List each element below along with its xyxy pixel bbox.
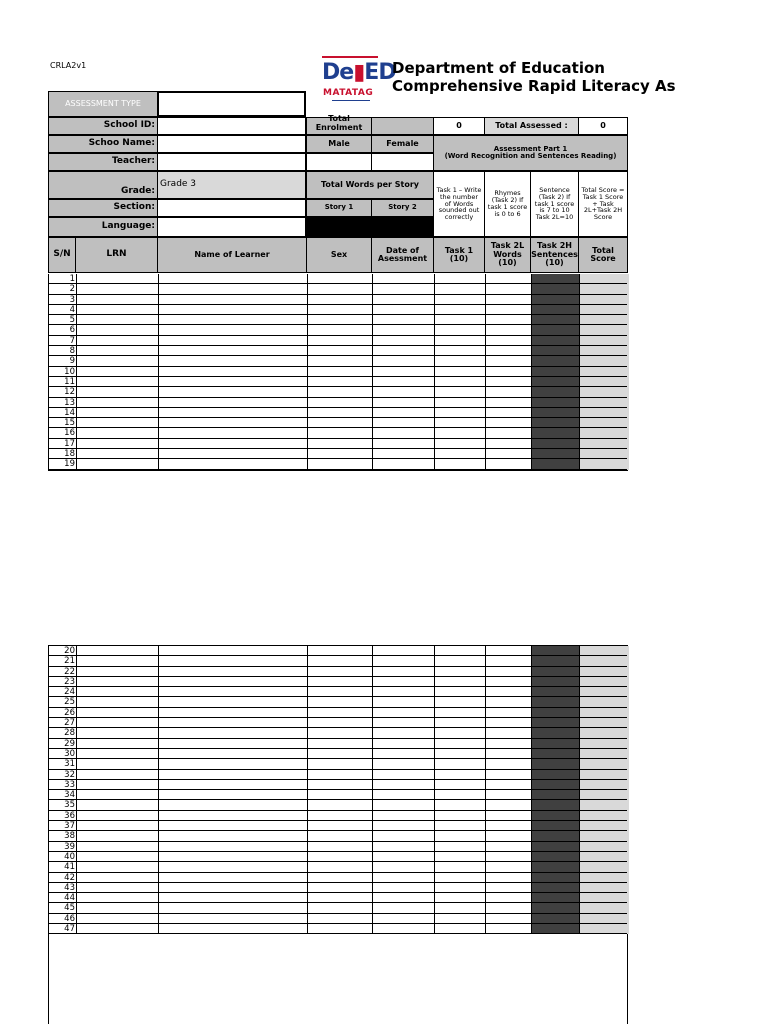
row-number: 1 bbox=[69, 274, 75, 284]
logo-underline bbox=[332, 100, 370, 101]
total-enrolment-label bbox=[306, 114, 372, 135]
table-row bbox=[49, 677, 627, 687]
row-number: 44 bbox=[64, 893, 75, 904]
row-number: 6 bbox=[69, 325, 75, 336]
row-number: 8 bbox=[69, 346, 75, 357]
row-divider bbox=[49, 933, 627, 934]
language-label: Language: bbox=[48, 217, 158, 237]
learner-table-block-1 bbox=[48, 274, 628, 471]
table-row bbox=[49, 708, 627, 718]
table-row bbox=[49, 459, 627, 469]
female-label: Female bbox=[371, 135, 434, 153]
title-line-1: Department of Education bbox=[392, 59, 605, 77]
task1-note: Task 1 – Write the number of Words sounded out correctly bbox=[433, 171, 485, 237]
section-field[interactable] bbox=[157, 199, 306, 217]
table-row bbox=[49, 852, 627, 862]
part-title-line-2: (Word Recognition and Sentences Reading) bbox=[444, 152, 617, 160]
logo-wordmark bbox=[322, 60, 396, 85]
table-row bbox=[49, 780, 627, 790]
col-task2h: Task 2H Sentences (10) bbox=[530, 237, 579, 273]
row-number: 34 bbox=[64, 790, 75, 801]
table-row bbox=[49, 336, 627, 346]
deped-logo bbox=[322, 56, 396, 106]
form-code: CRLA2v1 bbox=[50, 61, 87, 70]
teacher-label: Teacher: bbox=[48, 153, 158, 171]
title-line-2: Comprehensive Rapid Literacy As bbox=[392, 77, 676, 95]
table-row bbox=[49, 367, 627, 377]
table-row bbox=[49, 377, 627, 387]
row-number: 16 bbox=[64, 428, 75, 439]
row-number: 2 bbox=[69, 284, 75, 295]
row-number: 12 bbox=[64, 387, 75, 398]
table-row bbox=[49, 924, 627, 934]
female-count bbox=[371, 153, 434, 171]
row-number: 45 bbox=[64, 903, 75, 914]
logo-ed-text: ED bbox=[364, 60, 396, 85]
table-row bbox=[49, 428, 627, 438]
row-number: 38 bbox=[64, 831, 75, 842]
col-lrn: LRN bbox=[75, 237, 158, 273]
logo-top-bar bbox=[322, 56, 378, 58]
col-task1: Task 1 (10) bbox=[433, 237, 485, 273]
table-row bbox=[49, 718, 627, 728]
row-number: 11 bbox=[64, 376, 75, 387]
table-row bbox=[49, 284, 627, 294]
row-number: 26 bbox=[64, 707, 75, 718]
row-divider bbox=[49, 469, 627, 470]
total-score-note: Total Score = Task 1 Score + Task 2L+Task 2H Score bbox=[578, 171, 628, 237]
male-label: Male bbox=[306, 135, 372, 153]
row-number: 41 bbox=[64, 862, 75, 873]
table-row bbox=[49, 821, 627, 831]
table-row bbox=[49, 903, 627, 913]
table-row bbox=[49, 439, 627, 449]
table-row bbox=[49, 687, 627, 697]
rhymes-note: Rhymes (Task 2) If task 1 score is 0 to 6 bbox=[484, 171, 531, 237]
row-number: 24 bbox=[64, 687, 75, 698]
table-row bbox=[49, 418, 627, 428]
school-name-field[interactable] bbox=[157, 135, 306, 153]
total-assessed-label: Total Assessed : bbox=[484, 117, 579, 135]
row-number: 23 bbox=[64, 676, 75, 687]
table-row bbox=[49, 295, 627, 305]
male-count bbox=[306, 153, 372, 171]
table-row bbox=[49, 656, 627, 666]
story-words-blackout bbox=[306, 217, 434, 237]
table-row bbox=[49, 408, 627, 418]
col-sex: Sex bbox=[306, 237, 372, 273]
row-number: 15 bbox=[64, 418, 75, 429]
col-task2l: Task 2L Words (10) bbox=[484, 237, 531, 273]
table-row bbox=[49, 274, 627, 284]
table-row bbox=[49, 811, 627, 821]
table-row bbox=[49, 914, 627, 924]
table-row bbox=[49, 667, 627, 677]
row-number: 32 bbox=[64, 769, 75, 780]
logo-torch-icon: ▮ bbox=[353, 60, 365, 85]
assessment-type-label: ASSESSMENT TYPE bbox=[48, 91, 158, 117]
table-row bbox=[49, 800, 627, 810]
table-row bbox=[49, 873, 627, 883]
row-number: 28 bbox=[64, 728, 75, 739]
row-number: 20 bbox=[64, 646, 75, 656]
row-number: 3 bbox=[69, 294, 75, 305]
row-number: 18 bbox=[64, 449, 75, 460]
row-number: 37 bbox=[64, 821, 75, 832]
enrolment-label: Enrolment bbox=[315, 122, 363, 132]
table-row bbox=[49, 893, 627, 903]
table-row bbox=[49, 739, 627, 749]
enrolment-value bbox=[371, 117, 434, 135]
table-row bbox=[49, 759, 627, 769]
row-number: 19 bbox=[64, 459, 75, 470]
sentence-note: Sentence (Task 2) If task 1 score is 7 to 10 Task 2L=10 bbox=[530, 171, 579, 237]
page-title bbox=[392, 59, 676, 95]
row-number: 10 bbox=[64, 366, 75, 377]
row-number: 13 bbox=[64, 397, 75, 408]
row-number: 25 bbox=[64, 697, 75, 708]
col-name: Name of Learner bbox=[157, 237, 307, 273]
row-number: 17 bbox=[64, 438, 75, 449]
school-id-field[interactable] bbox=[157, 117, 306, 135]
col-total: Total Score bbox=[578, 237, 628, 273]
col-sn: S/N bbox=[48, 237, 76, 273]
row-number: 29 bbox=[64, 738, 75, 749]
table-row bbox=[49, 305, 627, 315]
row-number: 4 bbox=[69, 304, 75, 315]
section-label: Section: bbox=[48, 199, 158, 217]
logo-matatag: MATATAG bbox=[323, 88, 374, 98]
table-row bbox=[49, 790, 627, 800]
table-row bbox=[49, 862, 627, 872]
story2-label: Story 2 bbox=[371, 199, 434, 217]
school-id-label: School ID: bbox=[48, 117, 158, 135]
table-row bbox=[49, 398, 627, 408]
story1-label: Story 1 bbox=[306, 199, 372, 217]
assessment-type-field[interactable] bbox=[157, 91, 306, 117]
row-number: 22 bbox=[64, 666, 75, 677]
table-row bbox=[49, 646, 627, 656]
table-row bbox=[49, 356, 627, 366]
row-number: 5 bbox=[69, 315, 75, 326]
row-number: 39 bbox=[64, 841, 75, 852]
row-number: 33 bbox=[64, 779, 75, 790]
logo-dep-text: De bbox=[322, 60, 354, 85]
table-row bbox=[49, 728, 627, 738]
table-row bbox=[49, 842, 627, 852]
row-number: 30 bbox=[64, 748, 75, 759]
language-field[interactable] bbox=[157, 217, 306, 237]
total-enrolment-count: 0 bbox=[433, 117, 485, 135]
grade-label: Grade: bbox=[48, 171, 158, 199]
row-number: 47 bbox=[64, 924, 75, 935]
table-row bbox=[49, 749, 627, 759]
row-number: 7 bbox=[69, 335, 75, 346]
row-number: 42 bbox=[64, 872, 75, 883]
total-words-label: Total Words per Story bbox=[306, 171, 434, 199]
table-row bbox=[49, 770, 627, 780]
row-number: 46 bbox=[64, 913, 75, 924]
grade-field[interactable]: Grade 3 bbox=[157, 171, 306, 199]
table-row bbox=[49, 315, 627, 325]
row-number: 9 bbox=[69, 356, 75, 367]
row-number: 27 bbox=[64, 718, 75, 729]
learner-table-block-2 bbox=[48, 645, 628, 1024]
school-name-label: Schoo Name: bbox=[48, 135, 158, 153]
table-row bbox=[49, 346, 627, 356]
row-number: 21 bbox=[64, 656, 75, 667]
row-number: 43 bbox=[64, 882, 75, 893]
row-number: 40 bbox=[64, 851, 75, 862]
part-title-line-1: Assessment Part 1 bbox=[493, 144, 568, 153]
table-row bbox=[49, 449, 627, 459]
table-row bbox=[49, 387, 627, 397]
col-date: Date of Asessment bbox=[371, 237, 434, 273]
row-number: 36 bbox=[64, 810, 75, 821]
table-row bbox=[49, 325, 627, 335]
row-number: 14 bbox=[64, 407, 75, 418]
table-row bbox=[49, 883, 627, 893]
total-assessed-value: 0 bbox=[578, 117, 628, 135]
teacher-field[interactable] bbox=[157, 153, 306, 171]
total-label: Total bbox=[328, 114, 350, 124]
table-row bbox=[49, 831, 627, 841]
assessment-part-title bbox=[433, 135, 628, 171]
row-number: 35 bbox=[64, 800, 75, 811]
row-number: 31 bbox=[64, 759, 75, 770]
table-row bbox=[49, 697, 627, 707]
